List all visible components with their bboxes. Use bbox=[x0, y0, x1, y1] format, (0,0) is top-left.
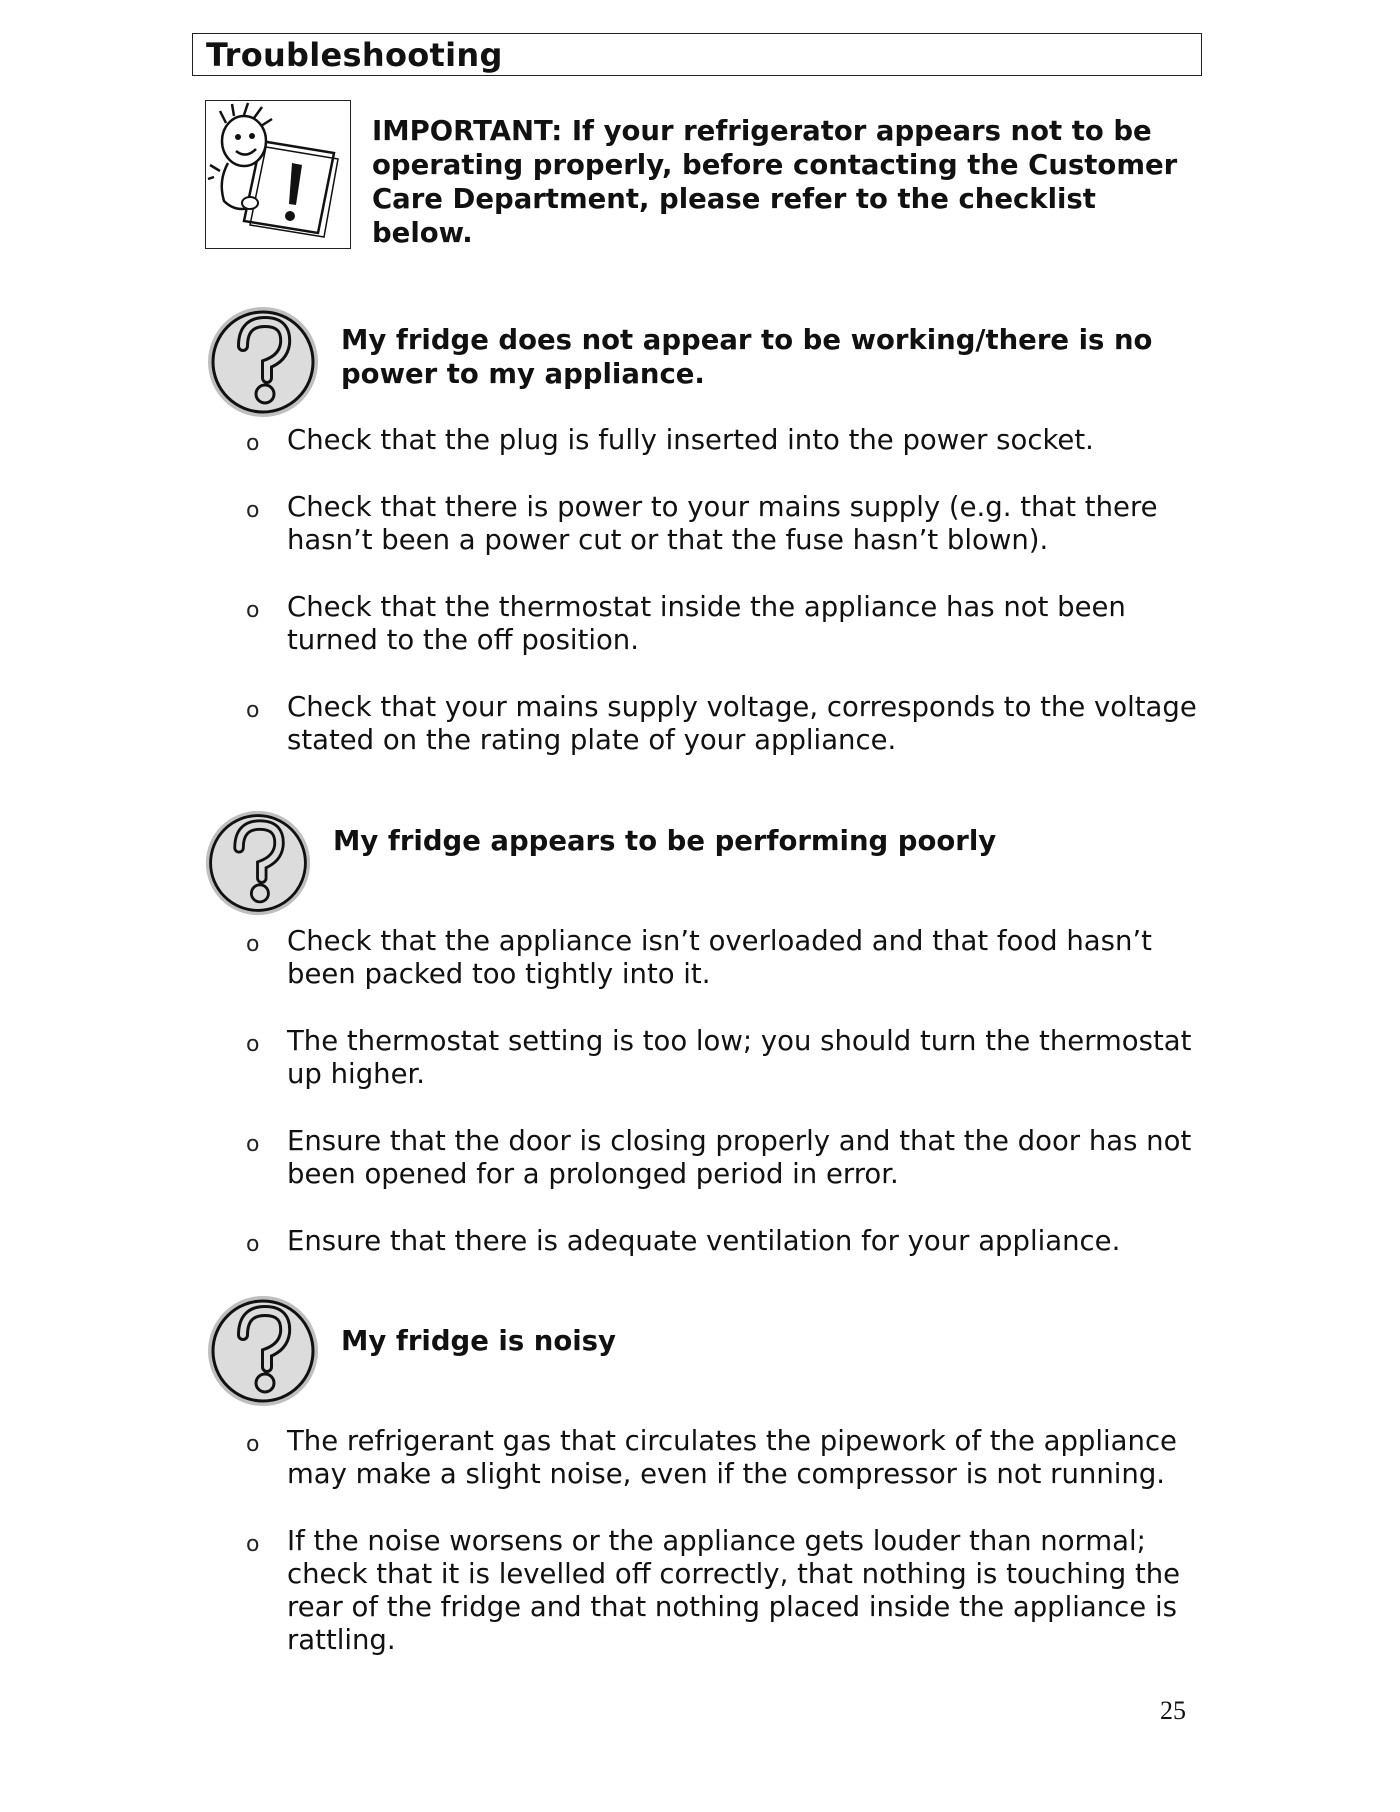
bullet: o bbox=[246, 1232, 260, 1257]
question-mark-icon bbox=[203, 808, 313, 918]
bullet: o bbox=[246, 598, 260, 623]
list-item-text: Ensure that there is adequate ventilation for your appliance. bbox=[287, 1225, 1121, 1257]
page-number: 25 bbox=[1160, 1696, 1186, 1725]
list-item-text: Check that the thermostat inside the appliance has not been turned to the off position. bbox=[287, 591, 1126, 656]
bullet: o bbox=[246, 431, 260, 456]
list-item-text: Check that the plug is fully inserted into the power socket. bbox=[287, 424, 1094, 456]
list-item-text: Check that there is power to your mains supply (e.g. that there hasn’t been a power cut or that the fuse hasn’t blown). bbox=[287, 491, 1158, 556]
section-heading-performing-poorly: My fridge appears to be performing poorly bbox=[333, 825, 997, 857]
cartoon-person-exclamation-icon bbox=[205, 100, 351, 249]
section-heading-no-power: My fridge does not appear to be working/there is no power to my appliance. bbox=[341, 324, 1153, 390]
bullet: o bbox=[246, 932, 260, 957]
list-item-text: Ensure that the door is closing properly and that the door has not been opened for a prolonged period in error. bbox=[287, 1125, 1192, 1190]
bullet: o bbox=[246, 1532, 260, 1557]
list-item-text: If the noise worsens or the appliance gets louder than normal; check that it is levelled off correctly, that nothing is touching the rear of the fridge and that nothing placed inside the appliance is rattling. bbox=[287, 1525, 1181, 1656]
bullet: o bbox=[246, 498, 260, 523]
bullet: o bbox=[246, 1032, 260, 1057]
question-mark-icon bbox=[205, 304, 321, 420]
list-item-text: The refrigerant gas that circulates the pipework of the appliance may make a slight noise, even if the compressor is not running. bbox=[287, 1425, 1177, 1490]
page-title: Troubleshooting bbox=[206, 36, 503, 74]
list-item-text: Check that the appliance isn’t overloaded and that food hasn’t been packed too tightly into it. bbox=[287, 925, 1152, 990]
list-item-text: Check that your mains supply voltage, corresponds to the voltage stated on the rating plate of your appliance. bbox=[287, 691, 1197, 756]
bullet: o bbox=[246, 1132, 260, 1157]
question-mark-icon bbox=[205, 1293, 321, 1409]
list-item-text: The thermostat setting is too low; you should turn the thermostat up higher. bbox=[287, 1025, 1192, 1090]
bullet: o bbox=[246, 1432, 260, 1457]
bullet: o bbox=[246, 698, 260, 723]
section-heading-noisy: My fridge is noisy bbox=[341, 1325, 616, 1357]
section-title-box bbox=[192, 33, 1202, 76]
important-notice: IMPORTANT: If your refrigerator appears not to be operating properly, before contacting the Customer Care Department, please refer to the checklist below. bbox=[372, 115, 1178, 249]
